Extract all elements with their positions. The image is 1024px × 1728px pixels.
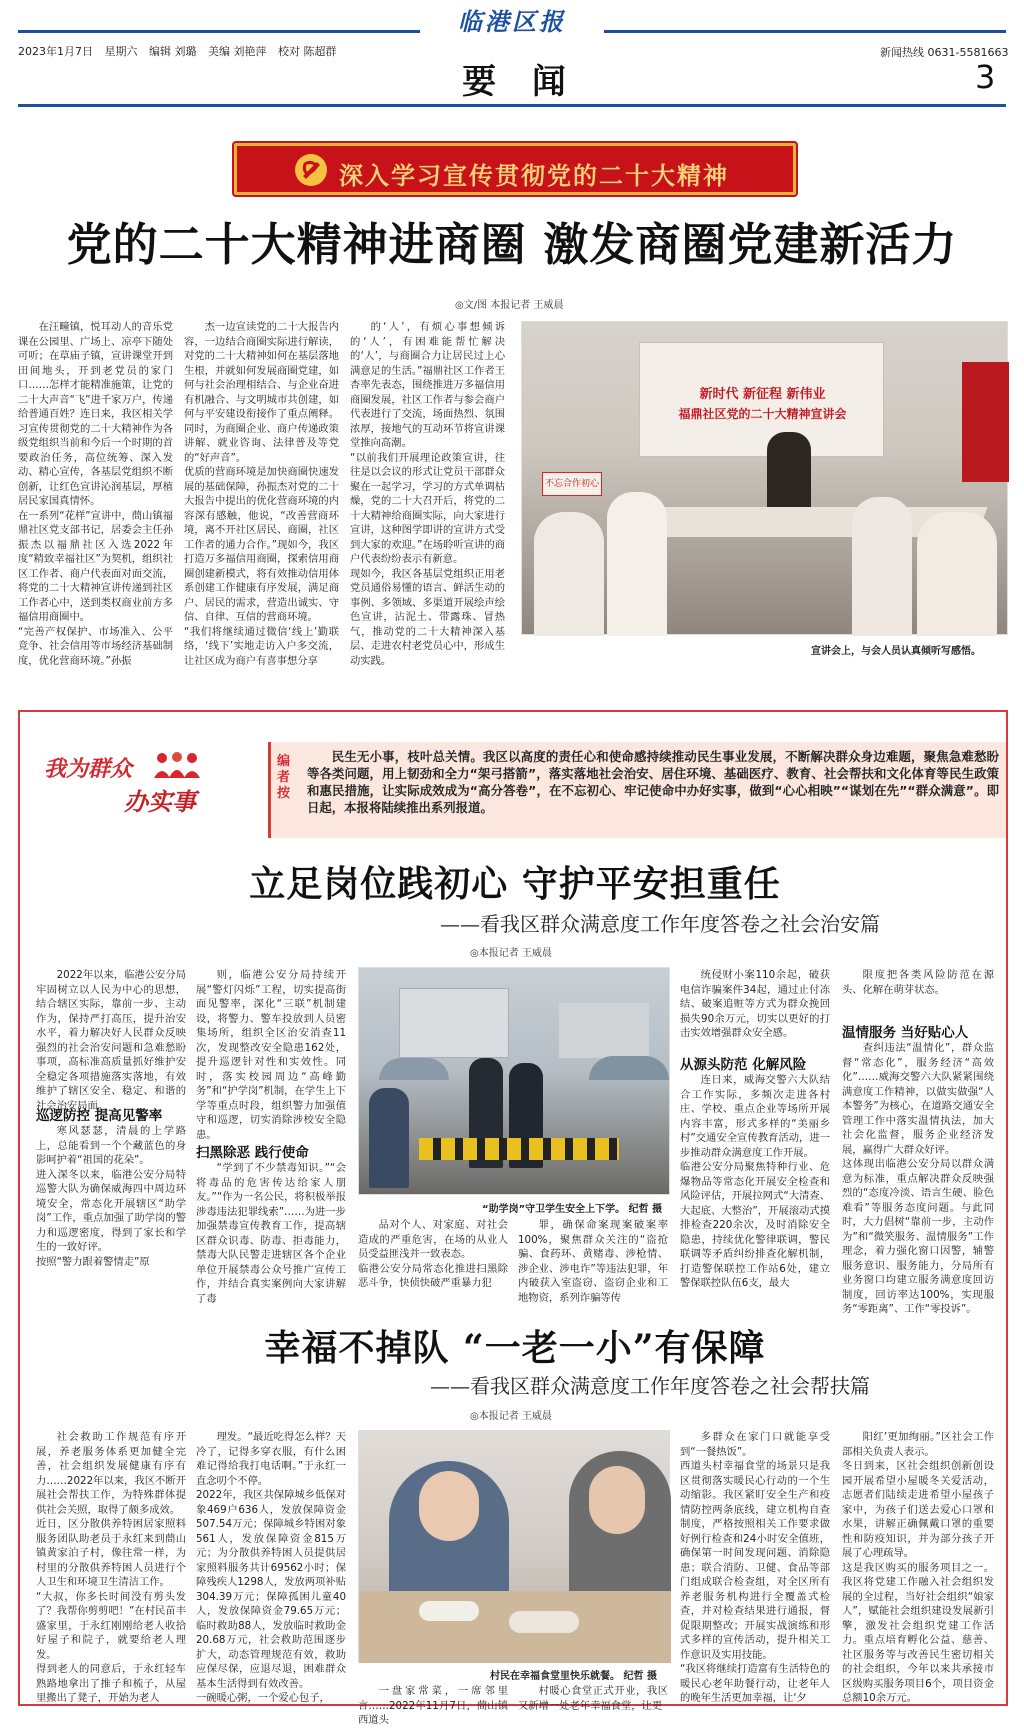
masthead xyxy=(0,0,1024,110)
photo-attendee xyxy=(917,512,997,636)
article2-photo xyxy=(358,967,670,1195)
article2-headline: 立足岗位践初心 守护平安担重任 xyxy=(249,863,781,905)
news-hotline: 新闻热线 0631-5581663 xyxy=(880,46,1009,59)
article2-col1: 2022年以来，临港公安分局牢固树立以人民为中心的思想，结合辖区实际，靠前一步、主动作为，保持严打高压，提升治安水平，着力解决好人民群众反映强烈的社会治安问题和急难愁盼事项，高标准高质量抓好维护安全稳定各项措施落实落地，有效维护了辖区安全、稳定、和谐的社会治安局面。 xyxy=(36,969,186,1112)
party-emblem-icon xyxy=(293,152,329,188)
article2-col2: 则，临港公安分局持续开展“警灯闪烁”工程，切实提高街面见警率，深化“三联”机制建设，将警力、警车投放到人员密集场所，组织全区治安消查11次，发现整改安全隐患162处，提升巡逻针对性和实效性。同时，落实校园周边“高峰勤务”和“护学岗”机制，在学生上下学等重点时段，组织警力加强值守和巡逻，切实消除涉校安全隐患。 xyxy=(196,969,346,1141)
photo-barrier xyxy=(419,1138,619,1160)
article2-col6b: 查纠违法“温情化”，群众监督“常态化”，服务经济“高效化”……威海交警六大队紧紧围绕满意度工作精神，以做实做强“人本警务”为核心，在道路交通安全管理工作中落实温情执法，加大社会化监督，服务企业经济发展，赢得广大群众好评。 这体现出临港公安分局以群众满意为标准，重点解决群众反映强烈的“态度冷淡、语言生硬、脸色难看”等服务态度问题。与此同时，大力倡树“靠前一步，主动作为”和“微笑服务、温情服务”工作理念，着力强化窗口因警，辅警服务意识、服务能力，分局所有业务窗口均建立服务满意度回访制度，回访率达100%，实现服务“零距离”、工作“零投诉”。 xyxy=(842,1042,994,1315)
feature-logo xyxy=(38,752,218,814)
article3-subline: ——看我区群众满意度工作年度答卷之社会帮扶篇 xyxy=(430,1374,870,1398)
article3-col4-bottom: 村暖心食堂正式开业，我区又新增一处老年幸福食堂，让更 xyxy=(518,1685,668,1712)
article2-col2b: “学到了不少禁毒知识。”“会将毒品的危害传达给家人朋友。”“作为一名公民，将积极举报涉毒违法犯罪线索”……为进一步加强禁毒宣传教育工作，提高辖区群众识毒、防毒、拒毒能力，禁毒大队民警走进辖区各个企业单位开展禁毒公众号推广宣传工作，并结合真实案例向大家讲解了毒 xyxy=(196,1162,346,1305)
logo-sub-text: 办实事 xyxy=(124,787,196,816)
article1-headline: 党的二十大精神进商圈 激发商圈党建新活力 xyxy=(66,218,958,271)
editor-note-label-text: 编者按 xyxy=(277,754,291,801)
photo-building xyxy=(559,1003,649,1058)
proofreader-credit: 校对 陈超群 xyxy=(278,45,337,58)
article3-photo-caption: 村民在幸福食堂里快乐就餐。 纪哲 摄 xyxy=(490,1671,657,1682)
article2-col2-subhead: 扫黑除恶 践行使命 xyxy=(196,1145,309,1161)
article2-byline: ◎本报记者 王威晨 xyxy=(470,948,552,959)
article1-col2: 杰一边宣读党的二十大报告内容，一边结合商圈实际进行解读，对党的二十大精神如何在基层落地生根，并就如何发展商圈党建，如何与社会治理相结合、与企业奋进有机融合、与文明城市共创建，如何与平安建设衔接作了重点阐释。同时，为商圈企业、商户传递政策讲解、就业咨询、法律普及等党的“好声音”。 优质的营商环境是加快商圈快速发展的基础保障，孙振杰对党的二十大报告中提出的优化营商环境的内容深有感触，他说，“改善营商环境，离不开社区居民、商圈，社区工作者的通力合作。”现如今，我区打造万多福信用商圈，探索信用商圈创建新模式，将有效推动信用体系创建工作健康有序发展，满足商户、居民的需求，营造出诚实、守信、自律、互信的营商环境。 “我们将继续通过微信‘线上’勤联络，‘线下’实地走访入户多交流，让社区成为商户有喜事想分享 xyxy=(184,321,339,667)
article2-col1b: 寒风瑟瑟，清晨的上学路上，总能看到一个个藏蓝色的身影呵护着“祖国的花朵”。 进入深冬以来，临港公安分局特巡警大队为确保威海四中周边环境安全，常态化开展辖区“助学岗”工作，重点加强了助学岗的警力和巡逻密度，得到了家长和学生的一致好评。 按照“警力跟着警情走”原 xyxy=(36,1125,186,1268)
article2-subline: ——看我区群众满意度工作年度答卷之社会治安篇 xyxy=(440,912,880,936)
page-number: 3 xyxy=(975,58,996,96)
article3-col6: 阳红’更加绚丽。”区社会工作部相关负责人表示。 冬日到来，区社会组织创新创设园开展希望小屋暖冬关爱活动，志愿者们陆续走进希望小屋孩子家中，为孩子们送去爱心口罩和水果，讲解正确佩戴口罩的重要性和防疫知识，并为部分孩子开展了心理疏导。 这是我区购买的服务项目之一。我区将党建工作融入社会组织发展的全过程，当好社会组织“娘家人”，赋能社会组织建设发展新引擎，激发社会组织党建工作活力。重点培育孵化公益、慈善、社区服务等与改善民生密切相关的社会组织，今年以来共承接市区级购买服务项目6个，项目资金总额10余万元。 xyxy=(842,1431,994,1704)
party-banner xyxy=(234,143,796,195)
article2-col5-subhead: 从源头防范 化解风险 xyxy=(680,1057,807,1073)
editor-note-label xyxy=(277,754,295,802)
people-icon xyxy=(152,752,202,778)
article1-photo xyxy=(521,321,1008,635)
article3-col1: 社会救助工作规范有序开展，养老服务体系更加健全完善，社会组织发展健康有序有力……2022年以来，我区不断开展社会帮扶工作，为特殊群体提供社会关照，取得了颇多成效。 近日，区分散供养特困居家照料服务团队助老员于永红来到蔄山镇黄家泊子村，像往常一样，为村里的分散供养特困人员进行个人卫生和环境卫生清洁工作。 “大叔，你多长时间没有剪头发了？我帮你剪剪吧！”在村民苗丰盛家里，于永红刚刚给老人收拾好屋子和院子，就要给老人理发。 得到老人的同意后，于永红轻车熟路地拿出了推子和梳子，从屋里搬出了凳子，开始为老人 xyxy=(36,1431,186,1704)
designer-credit: 美编 刘艳萍 xyxy=(208,45,267,58)
photo-stage-screen xyxy=(639,342,884,457)
screen-line-2: 福鼎社区党的二十大精神宣讲会 xyxy=(678,407,847,421)
photo-building xyxy=(399,988,509,1058)
article3-photo xyxy=(358,1430,670,1662)
article3-col2: 理发。“最近吃得怎么样？天冷了，记得多穿衣服，有什么困难记得给我打电话啊。”于永红一直念叨个不停。 2022年，我区共保障城乡低保对象469户636人，发放保障资金507.54万元；保障城乡特困对象561人，发放保障资金815万元；为分散供养特困人员提供居家照料服务共计69562小时；保障残疾人1298人，发放两项补贴304.39万元；保障孤困儿童40人，发放保障资金79.65万元；临时救助88人，发放临时救助金20.68万元，社会救助范围逐步扩大，动态管理规范有效，救助应保尽保，应退尽退，困难群众基本生活得到有效改善。 一碗暖心粥，一个爱心包子， xyxy=(196,1431,346,1704)
editor-note-text: 民生无小事，枝叶总关情。我区以高度的责任心和使命感持续推动民生事业发展，不断解决群众身边难题，聚焦急难愁盼等各类问题，用上韧劲和全力“架弓搭箭”，落实落地社会治安、居住环境、基础医疗、教育、社会帮扶和文化体育等民生政策和惠民措施，让实际成效成为“高分答卷”，在不忘初心、牢记使命中办好实事，做到“心心相映”“谋划在先”“群众满意”。即日起，本报将陆续推出系列报道。 xyxy=(307,749,999,815)
photo-attendee xyxy=(852,497,912,636)
photo-umbrella xyxy=(379,1058,449,1080)
photo-elder-face xyxy=(419,1471,479,1541)
wall-sign-text: 不忘合作初心 xyxy=(544,479,599,489)
date-line xyxy=(18,43,337,59)
article3-col3-bottom: 一盘家常菜，一席邻里言……2022年11月7日，蔄山镇西道头 xyxy=(358,1685,508,1726)
article2-col5: 统侵财小案110余起，破获电信诈骗案件34起，通过止付冻结、破案追赃等方式为群众挽回损失90余万元，切实以更好的打击实效增强群众安全感。 xyxy=(680,969,830,1039)
photo-dish xyxy=(509,1611,579,1633)
screen-line-1: 新时代 新征程 新伟业 xyxy=(699,387,826,402)
logo-main-text: 我为群众 xyxy=(44,756,133,782)
photo-umbrella xyxy=(589,1056,669,1080)
issue-date: 2023年1月7日 xyxy=(18,45,93,58)
masthead-bottom-rule xyxy=(18,104,1006,107)
article2-col3-bottom: 品对个人、对家庭、对社会造成的严重危害，在场的从业人员受益匪浅并一致表态。 临港公安分局常态化推进扫黑除恶斗争，快侦快破严重暴力犯 xyxy=(358,1219,508,1289)
article2-col6: 限度把各类风险防范在源头、化解在萌芽状态。 xyxy=(842,969,994,996)
editor-credit: 编辑 刘璐 xyxy=(149,45,197,58)
photo-attendee xyxy=(607,492,667,636)
article1-photo-caption: 宣讲会上，与会人员认真倾听写感悟。 xyxy=(811,646,981,657)
article3-headline: 幸福不掉队 “一老一小”有保障 xyxy=(264,1327,766,1369)
editor-note-box xyxy=(268,742,1006,838)
photo-student xyxy=(369,1088,409,1188)
article1-col1: 在汪疃镇，悦耳动人的音乐党课在公园里、广场上、凉亭下随处可听；在草庙子镇，宣讲课堂开到田间地头，开到老党员的家门口……怎样才能精准施策，让党的二十大声音“飞”进千家万户，传递给普通百姓？连日来，我区相关学习宣传贯彻党的二十大精神作为各级党组织当前和今后一个时期的首要政治任务，高位统筹、深入发动、精心宣传，各基层党组织不断创新，让红色宣讲沁润基层，厚植居民家国真情怀。 在一系列“花样”宣讲中，蔄山镇福鼎社区党支部书记，居委会主任孙振杰以福鼎社区入选2022年度“精致幸福社区”为契机，组织社区工作者、商户代表面对面交流，将党的二十大精神宣讲传递到社区工作者心中，送到类权商业前方多福信用商圈中。 “完善产权保护、市场准入、公平竞争、社会信用等市场经济基础制度，优化营商环境。”孙振 xyxy=(18,321,173,667)
photo-elder-face xyxy=(589,1466,645,1534)
article3-byline: ◎本报记者 王威晨 xyxy=(470,1411,552,1422)
photo-wall-sign xyxy=(542,472,602,496)
article2-col4-bottom: 罪，确保命案现案破案率100%，聚焦群众关注的“盗抢骗、食药环、黄赌毒、涉枪情、涉企业、涉电诈”等违法犯罪，年内破获入室盗窃、盗窃企业和工地物资，系列诈骗等传 xyxy=(518,1219,668,1304)
banner-text: 深入学习宣传贯彻党的二十大精神 xyxy=(339,162,729,190)
article1-byline: ◎文/图 本报记者 王威晨 xyxy=(455,300,564,311)
article2-photo-caption: “助学岗”守卫学生安全上下学。 纪哲 摄 xyxy=(482,1204,663,1215)
article2-col6-subhead: 温情服务 当好贴心人 xyxy=(842,1025,969,1041)
section-title: 要 闻 xyxy=(462,62,578,102)
photo-dish xyxy=(419,1601,479,1621)
photo-attendee xyxy=(534,512,604,636)
photo-speaker xyxy=(767,432,811,512)
article2-col1-subhead: 巡逻防控 提高见警率 xyxy=(36,1108,163,1124)
paper-name-logo: 临港区报 xyxy=(420,2,604,36)
article2-col5b: 连日来，威海交警六大队结合工作实际，多频次走进各村庄、学校、重点企业等场所开展内容丰富，形式多样的“美丽乡村”交通安全宣传教育活动，进一步推动群众满意度工作开展。 临港公安分局聚焦特种行业、危爆物品等常态化开展安全检查和风险评估，开展拉网式“大清查、大起底、大整治”，开展滚动式摸排检查220余次，及时消除安全隐患，持续优化警律联调，警民联调等矛盾纠纷排查化解机制，打造警保联控工作站6处，建立警保联控队伍6支，最大 xyxy=(680,1074,830,1289)
photo-right-banner xyxy=(962,362,1009,482)
weekday: 星期六 xyxy=(104,45,138,58)
article3-col5: 多群众在家门口就能享受到“一餐热饭”。 西道头村幸福食堂的场景只是我区贯彻落实暖民心行动的一个生动缩影。我区紧盯安全生产和疫情防控两条底线，建立机构自查制度，严格按照相关工作要求做好例行检查和24小时安全值班，确保第一时间发现问题、消除隐患；联合消防、卫健、食品等部门组成联合检查组，对全区所有养老服务机构进行全覆盖式检查，并对检查结果进行通报，督促限期整改；开展实战演练和形式多样的宣传活动，提升相关工作意识及实用技能。 “我区将继续打造富有生活特色的暖民心老年助餐行动，让老年人的晚年生活更加幸福，让‘夕 xyxy=(680,1431,830,1704)
article1-col3: 的‘人’，有烦心事想倾诉的‘人’，有困难能帮忙解决的‘人’，与商圈合力让居民过上心满意足的生活。”福鼎社区工作者王杏率先表态，围绕推进万多福信用商圈发展，社区工作者与参会商户代表进行了交流，场面热烈、氛围浓厚，接地气的互动环节将宣讲课堂推向高潮。 “以前我们开展理论政策宣讲，往往是以会议的形式让党员干部群众聚在一起学习，学习的方式单调枯燥，党的二十大召开后，将党的二十大精神给商圈实际，向大家进行宣讲，这种图学即讲的宣讲方式受到大家的欢迎。”在场聆听宣讲的商户代表纷纷表示有新意。 现如今，我区各基层党组织正用老党员通俗易懂的语言、鲜活生动的事例、多领域、多渠道开展绘声绘色宣讲，沾泥土、带露珠、冒热气，推动党的二十大精神深入基层、走进农村老党员心中，形成生动实践。 xyxy=(350,321,505,667)
